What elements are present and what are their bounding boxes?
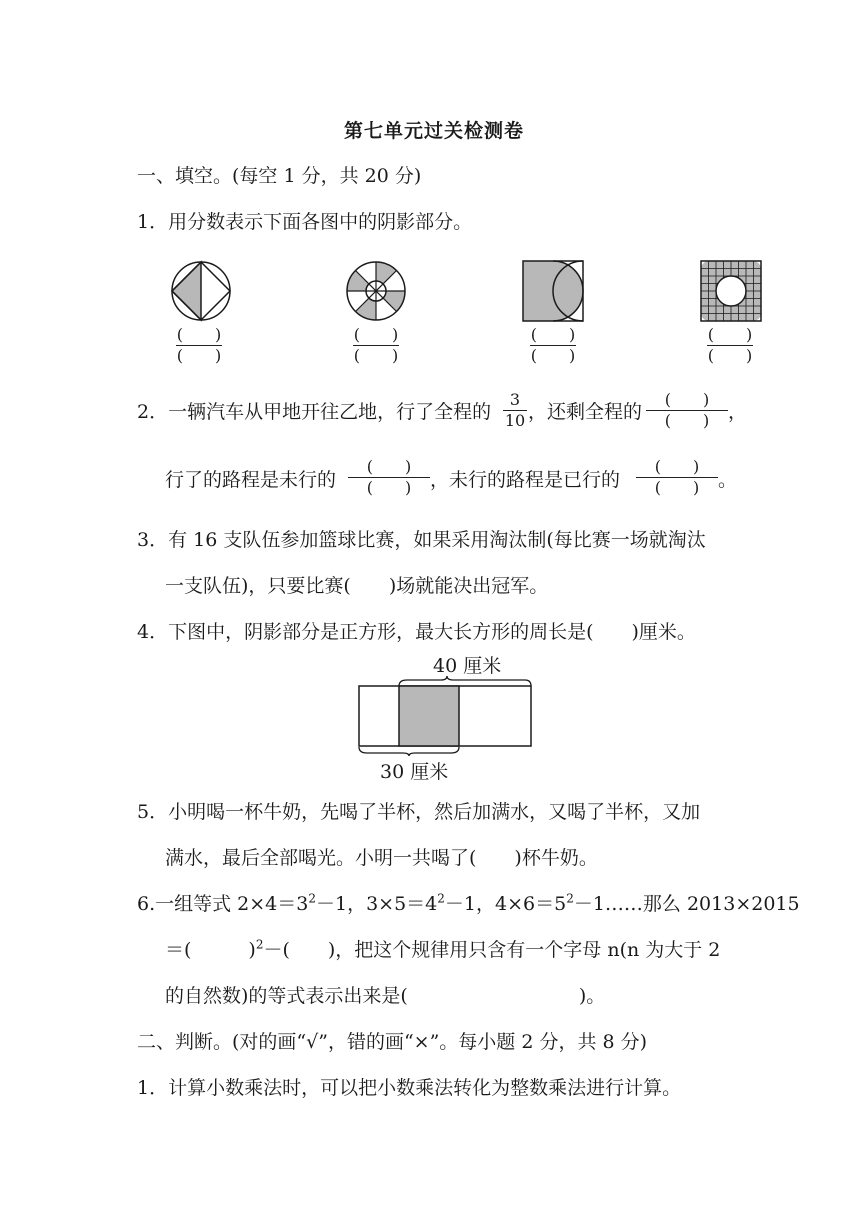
fraction-denominator: ( ): [353, 346, 399, 365]
rectangle-diagram: [355, 676, 535, 756]
section-2-heading: 二、判断。(对的画“√”，错的画“×”。每小题 2 分，共 8 分): [137, 1031, 648, 1053]
fraction-denominator: ( ): [530, 346, 576, 365]
question-4-text: 4．下图中，阴影部分是正方形，最大长方形的周长是( )厘米。: [137, 621, 696, 643]
answer-fraction-remaining[interactable]: [646, 391, 728, 430]
fraction-numerator: ( ): [654, 457, 700, 476]
answer-fraction-untraveled-vs-traveled[interactable]: [636, 458, 718, 497]
fraction-denominator: ( ): [654, 478, 700, 497]
fraction-numerator: ( ): [366, 457, 412, 476]
question-6-line2: ＝( )$^2$－( )，把这个规律用只含有一个字母 n(n 为大于 2: [165, 937, 721, 961]
question-6-line1: 6.一组等式 $2\times 4=3^2-1$，$3\times 5=4^2-1$，$4\times 6=5^2-1\dots\dots$那么 2013×2015: [137, 891, 800, 915]
fraction-numerator: ( ): [353, 325, 399, 344]
question-3-line1: 3．有 16 支队伍参加篮球比赛，如果采用淘汰制(每比赛一场就淘汰: [137, 529, 706, 551]
figure-ring-sectors: [345, 260, 407, 322]
label-40cm: 40 厘米: [433, 655, 502, 677]
fraction-numerator: ( ): [530, 325, 576, 344]
fraction-numerator: ( ): [707, 325, 753, 344]
fraction-denominator: ( ): [366, 478, 412, 497]
figure-grid-circle: [700, 260, 762, 322]
fraction-denominator: 10: [504, 411, 526, 430]
fraction-numerator: ( ): [176, 325, 222, 344]
judge-question-1: 1．计算小数乘法时，可以把小数乘法转化为整数乘法进行计算。: [137, 1077, 682, 1099]
question-2-line2-a: 行了的路程是未行的: [165, 469, 337, 491]
answer-fraction-2[interactable]: [353, 326, 399, 365]
figure-circle-square: [170, 260, 232, 322]
fraction-3-10: [503, 391, 527, 430]
question-6-line3: 的自然数)的等式表示出来是( )。: [165, 985, 606, 1007]
fraction-denominator: ( ): [707, 346, 753, 365]
comma: ，: [728, 401, 748, 423]
label-30cm: 30 厘米: [380, 761, 449, 783]
fraction-numerator: ( ): [664, 390, 710, 409]
answer-fraction-traveled-vs-untraveled[interactable]: [348, 458, 430, 497]
fraction-denominator: ( ): [176, 346, 222, 365]
period: 。: [718, 469, 738, 491]
question-5-line1: 5．小明喝一杯牛奶，先喝了半杯，然后加满水，又喝了半杯，又加: [137, 801, 701, 823]
question-1-text: 1．用分数表示下面各图中的阴影部分。: [137, 211, 473, 233]
answer-fraction-3[interactable]: [530, 326, 576, 365]
fraction-numerator: 3: [509, 390, 521, 409]
section-1-heading: 一、填空。(每空 1 分，共 20 分): [137, 165, 422, 187]
page-title: 第七单元过关检测卷: [343, 120, 524, 142]
question-3-line2: 一支队伍)，只要比赛( )场就能决出冠军。: [165, 575, 549, 597]
question-5-line2: 满水，最后全部喝光。小明一共喝了( )杯牛奶。: [165, 847, 598, 869]
question-2-part2: ，还剩全程的: [528, 401, 643, 423]
figure-square-semicircles: [522, 260, 584, 322]
fraction-denominator: ( ): [664, 411, 710, 430]
answer-fraction-1[interactable]: [176, 326, 222, 365]
answer-fraction-4[interactable]: [707, 326, 753, 365]
question-2-part1: 2．一辆汽车从甲地开往乙地，行了全程的: [137, 401, 492, 423]
question-2-line2-b: ，未行的路程是已行的: [430, 469, 621, 491]
